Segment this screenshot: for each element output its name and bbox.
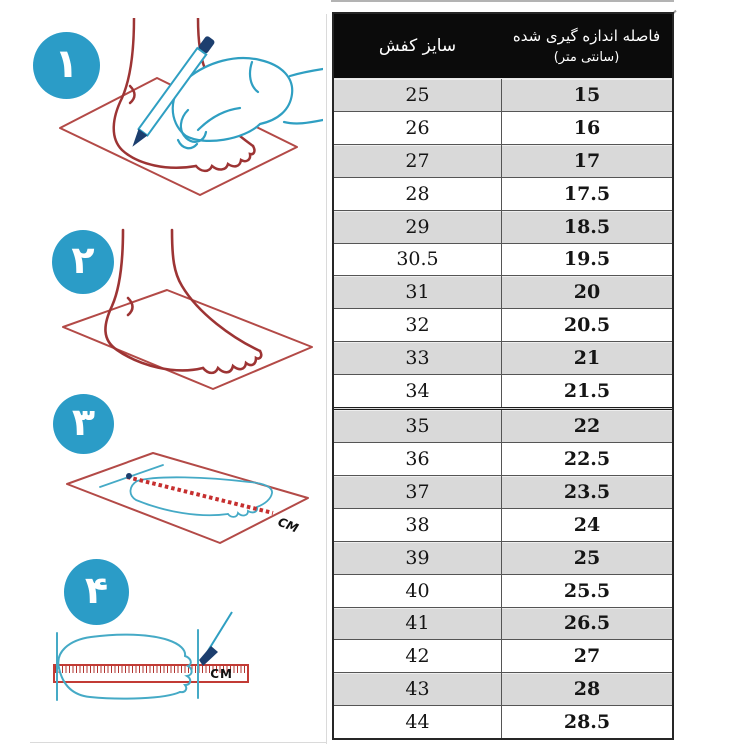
size-cell: 33 <box>405 347 430 370</box>
size-cell: 25 <box>405 83 430 106</box>
cm-cell: 20.5 <box>501 309 672 341</box>
cm-cell: 26.5 <box>501 608 672 640</box>
table-row <box>334 243 672 276</box>
size-cell: 37 <box>405 480 430 503</box>
header-distance-column <box>501 14 672 78</box>
cm-cell: 19.5 <box>501 244 672 276</box>
header-distance-line2: (سانتی متر) <box>553 50 620 65</box>
cm-cell: 25 <box>501 542 672 574</box>
table-row <box>334 475 672 508</box>
cm-cell: 20 <box>501 276 672 308</box>
cm-cell: 17 <box>501 145 672 177</box>
cm-cell: 22.5 <box>501 443 672 475</box>
table-row <box>334 111 672 144</box>
table-row <box>334 407 672 442</box>
cm-cell: 23.5 <box>501 476 672 508</box>
table-row <box>334 308 672 341</box>
cm-cell: 21 <box>501 342 672 374</box>
hand <box>173 58 323 148</box>
table-header-row <box>334 14 672 79</box>
size-cell: 30.5 <box>396 248 439 271</box>
cm-cell: 21.5 <box>501 375 672 407</box>
cm-cell: 22 <box>501 410 672 442</box>
size-cell: 28 <box>405 182 430 205</box>
cm-label: CM <box>210 667 233 681</box>
table-row <box>334 374 672 407</box>
table-row <box>334 210 672 243</box>
table-row <box>334 275 672 308</box>
paper-outline <box>67 453 308 543</box>
size-cell: 44 <box>405 711 430 734</box>
size-cell: 32 <box>405 314 430 337</box>
cm-cell: 27 <box>501 640 672 672</box>
cm-cell: 16 <box>501 112 672 144</box>
table-body <box>334 79 672 738</box>
size-cell: 41 <box>405 612 430 635</box>
table-row <box>334 144 672 177</box>
table-row <box>334 607 672 640</box>
table-row <box>334 639 672 672</box>
table-row <box>334 672 672 705</box>
cm-cell: 25.5 <box>501 575 672 607</box>
size-cell: 39 <box>405 546 430 569</box>
cm-cell: 28 <box>501 673 672 705</box>
size-cell: 29 <box>405 215 430 238</box>
foot-outline <box>105 230 261 373</box>
step-4-number: ۴ <box>84 568 109 612</box>
step-1-number: ۱ <box>54 40 79 87</box>
cm-cell: 24 <box>501 509 672 541</box>
size-cell: 35 <box>405 415 430 438</box>
size-cell: 34 <box>405 380 430 403</box>
table-row <box>334 79 672 111</box>
step-3-illustration-outline-measure <box>45 415 325 555</box>
size-cell: 26 <box>405 116 430 139</box>
step-2-number: ۲ <box>71 238 95 282</box>
table-row <box>334 177 672 210</box>
table-row <box>334 341 672 374</box>
size-cell: 40 <box>405 579 430 602</box>
table-top-edge-line <box>331 0 674 2</box>
table-row <box>334 574 672 607</box>
pen <box>199 612 232 666</box>
header-distance-line1: فاصله اندازه گیری شده <box>512 27 661 45</box>
size-table <box>332 12 674 740</box>
step-2-illustration-foot-on-paper <box>40 228 330 398</box>
pen-mark <box>126 473 132 479</box>
size-cell: 31 <box>405 281 430 304</box>
cm-cell: 15 <box>501 79 672 111</box>
paper-outline <box>63 290 312 389</box>
size-cell: 43 <box>405 678 430 701</box>
size-cell: 42 <box>405 645 430 668</box>
table-row <box>334 442 672 475</box>
step-4-illustration-measure-ruler <box>25 608 275 748</box>
cm-cell: 18.5 <box>501 211 672 243</box>
header-size-column: سایز کفش <box>378 36 457 56</box>
size-cell: 27 <box>405 149 430 172</box>
size-cell: 38 <box>405 513 430 536</box>
cm-label: CM <box>275 514 301 536</box>
cm-cell: 28.5 <box>501 706 672 738</box>
size-cell: 36 <box>405 447 430 470</box>
step-1-illustration-trace-foot <box>38 18 323 214</box>
table-row <box>334 705 672 738</box>
foot-trace-outline <box>57 630 198 700</box>
step-3-number: ۳ <box>71 400 96 444</box>
table-row <box>334 541 672 574</box>
table-row <box>334 508 672 541</box>
cm-cell: 17.5 <box>501 178 672 210</box>
